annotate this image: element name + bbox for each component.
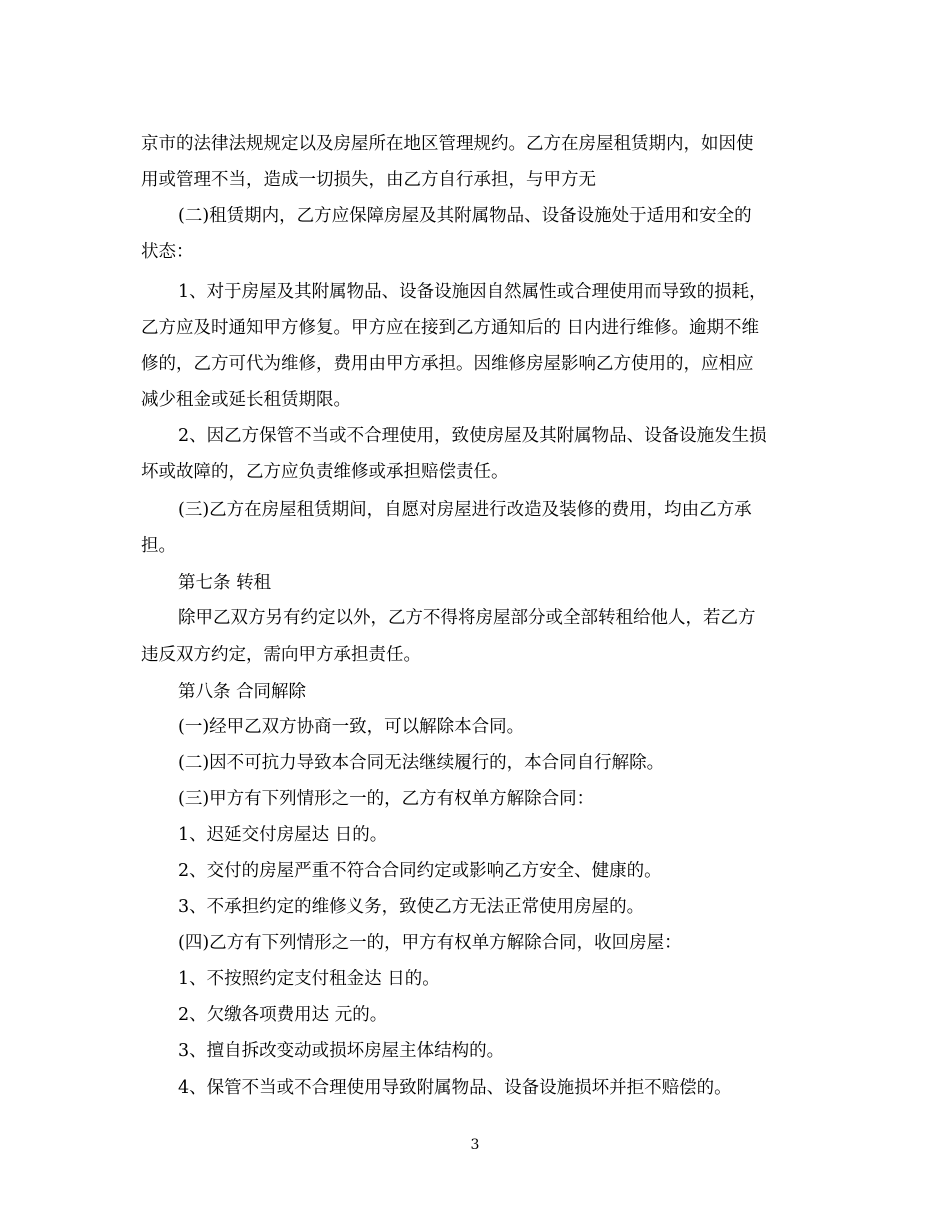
paragraph-line: 违反双方约定，需向甲方承担责任。 bbox=[141, 645, 421, 665]
section-heading: 第七条 转租 bbox=[178, 573, 272, 593]
paragraph-line: 用或管理不当，造成一切损失，由乙方自行承担，与甲方无 bbox=[141, 170, 596, 190]
paragraph-line: 3、不承担约定的维修义务，致使乙方无法正常使用房屋的。 bbox=[178, 897, 645, 917]
paragraph-line: 担。 bbox=[141, 536, 176, 556]
page-number: 3 bbox=[470, 1137, 480, 1153]
paragraph-line: 3、擅自拆改变动或损坏房屋主体结构的。 bbox=[178, 1041, 505, 1061]
paragraph-line: 京市的法律法规规定以及房屋所在地区管理规约。乙方在房屋租赁期内，如因使 bbox=[141, 134, 754, 154]
paragraph-line: 4、保管不当或不合理使用导致附属物品、设备设施损坏并拒不赔偿的。 bbox=[178, 1078, 732, 1098]
paragraph-line: 修的，乙方可代为维修，费用由甲方承担。因维修房屋影响乙方使用的，应相应 bbox=[141, 354, 754, 374]
paragraph-line: 减少租金或延长租赁期限。 bbox=[141, 390, 351, 410]
paragraph-line: 乙方应及时通知甲方修复。甲方应在接到乙方通知后的 日内进行维修。逾期不维 bbox=[141, 318, 760, 338]
paragraph-line: 2、因乙方保管不当或不合理使用，致使房屋及其附属物品、设备设施发生损 bbox=[178, 426, 767, 446]
paragraph-line: 状态： bbox=[141, 242, 194, 262]
paragraph-line: (二)因不可抗力导致本合同无法继续履行的，本合同自行解除。 bbox=[178, 753, 665, 773]
paragraph-line: (三)甲方有下列情形之一的，乙方有权单方解除合同： bbox=[178, 789, 595, 809]
paragraph-line: 坏或故障的，乙方应负责维修或承担赔偿责任。 bbox=[141, 462, 509, 482]
paragraph-line: 除甲乙双方另有约定以外，乙方不得将房屋部分或全部转租给他人，若乙方 bbox=[178, 608, 756, 628]
paragraph-line: (三)乙方在房屋租赁期间，自愿对房屋进行改造及装修的费用，均由乙方承 bbox=[178, 500, 752, 520]
paragraph-line: (四)乙方有下列情形之一的，甲方有权单方解除合同，收回房屋： bbox=[178, 933, 682, 953]
paragraph-line: 2、欠缴各项费用达 元的。 bbox=[178, 1005, 388, 1025]
paragraph-line: 1、迟延交付房屋达 日的。 bbox=[178, 825, 388, 845]
paragraph-line: 1、不按照约定支付租金达 日的。 bbox=[178, 969, 440, 989]
paragraph-line: (二)租赁期内，乙方应保障房屋及其附属物品、设备设施处于适用和安全的 bbox=[178, 206, 752, 226]
paragraph-line: (一)经甲乙双方协商一致，可以解除本合同。 bbox=[178, 717, 525, 737]
paragraph-line: 2、交付的房屋严重不符合合同约定或影响乙方安全、健康的。 bbox=[178, 861, 662, 881]
paragraph-line: 1、对于房屋及其附属物品、设备设施因自然属性或合理使用而导致的损耗， bbox=[178, 282, 767, 302]
section-heading: 第八条 合同解除 bbox=[178, 682, 307, 702]
